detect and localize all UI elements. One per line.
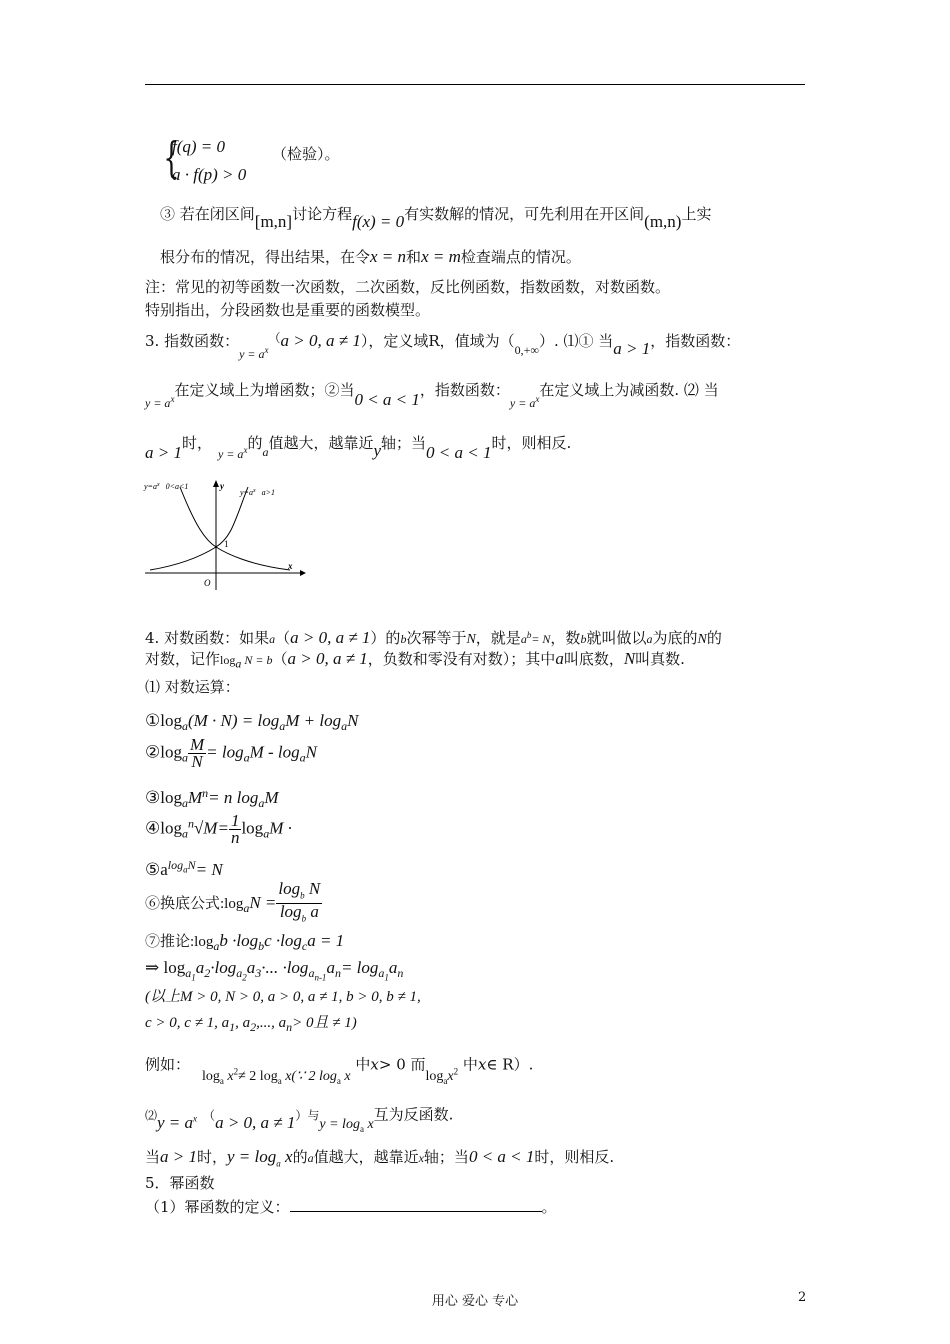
exponential-graph (140, 475, 315, 595)
log-rule-1: $①\log_a(M \cdot N) = \log_aM + \log_aN$ (145, 711, 359, 733)
log-line-1: 4. 对数函数：如果a（a > 0, a ≠ 1）的b次幂等于N，就是$a^b= N$，数b就叫做以a为底的N的 (145, 628, 722, 647)
log-ops-title: ⑴ 对数运算： (145, 678, 240, 696)
exp-line-1: 3. 指数函数：$_{y = a^x}$（a > 0, a ≠ 1），定义域R，值域为$(_{0,+\infty})$. ⑴① 当a > 1，指数函数： (145, 331, 741, 361)
log-rule-8: ⇒ $\log_{a_1}a_2\cdot\log_{a_2}a_3\cdot$... $\cdot\log_{a_{n-1}}a_n= \log_{a_1}a_n$ (145, 958, 404, 983)
system-note: （检验）。 (272, 145, 340, 163)
log-line-2: 对数，记作$\log_a N = b(a > 0$, a ≠ 1，负数和零没有对数）；其中a叫底数，N叫真数. (145, 649, 685, 671)
note-1: 注：常见的初等函数一次函数，二次函数，反比例函数，指数函数，对数函数。 (145, 278, 671, 296)
log-rule-2: $②\log_a$ $\frac{M}{N}$ = $\log_aM - \log_aN$ (145, 735, 317, 771)
exp-line-3: a > 1时，$_{y = a^x}$的$_a$值越大，越靠近y轴；当0 < a < 1时，则相反. (145, 434, 572, 462)
one-label: 1 (224, 539, 229, 549)
log-rule-5: $⑤a^{log_aN}= N$ (145, 858, 223, 879)
x-label: x (288, 561, 293, 571)
log-rule-4: $④\log_a^n√M=$ $\frac{1}{n}$ $\log_aM$ · (145, 811, 292, 847)
para-3-line-1: ③ 若在闭区间[m,n]讨论方程f(x) = 0有实数解的情况，可先利用在开区间(m,n)上实 (160, 205, 712, 231)
exp-line-2: $_{y = a^x}$在定义域上为增函数；②当0 < a < 1，指数函数：$_{y = a^x}$在定义域上为减函数. ⑵ 当 (145, 381, 719, 410)
label-right: $y=a^x$ a>1 (240, 488, 276, 497)
log-rule-3: $③\log_aM^n= n$ $\log_aM$ (145, 786, 279, 810)
fill-in-blank[interactable] (290, 1197, 542, 1212)
log-example: 例如：$\log_a x^2\ne 2$ $\log_a$ x(∵ 2 $\log_a x$ 中x> 0 而$\log_ax^2$ 中x∈ R）. (145, 1055, 534, 1086)
log-rule-7: ⑦推论$:\log_ab \cdot\log_bc \cdot\log_ca = 1$ (145, 931, 345, 953)
system-eq-2: a · f(p) > 0 (172, 165, 247, 184)
y-axis-arrow (213, 480, 219, 487)
x-axis-arrow (300, 570, 306, 576)
left-brace: { (163, 133, 180, 182)
log-rule-9: (以上M > 0, N > 0, a > 0, a ≠ 1, b > 0, b ≠ 1, (145, 989, 421, 1005)
system-eq-1: f(q) = 0 (172, 137, 226, 156)
log-inverse: ⑵y = $a^x$ （a > 0, a ≠ 1）与$y = \log_a x$互为反函数. (145, 1105, 454, 1134)
log-last-line: 当a > 1时，$y = \log_a x$的a值越大，越靠近x轴；当0 < a < 1时，则相反. (145, 1147, 615, 1169)
y-label: y (220, 481, 224, 491)
footer-text: 用心 爱心 专心 (431, 1294, 519, 1309)
label-left: $y=a^x$ 0<a<1 (144, 482, 189, 491)
para-3-line-2: 根分布的情况，得出结果，在令x = n和x = m检查端点的情况。 (160, 247, 581, 266)
log-rule-6: ⑥换底公式$:\log_aN$ = $\frac{\log_b N}{\log_b a}$ (145, 879, 321, 924)
power-definition: （1）幂函数的定义： 。 (145, 1198, 557, 1216)
header-rule (145, 84, 805, 85)
log-rule-10: c > 0, c ≠ 1, $a_1$, $a_2$,..., $a_n> 0$且 ≠ 1) (145, 1015, 357, 1034)
power-title: 5．幂函数 (145, 1174, 215, 1192)
note-2: 特别指出，分段函数也是重要的函数模型。 (145, 301, 431, 319)
page-number: 2 (798, 1290, 807, 1305)
origin-label: O (204, 578, 211, 588)
